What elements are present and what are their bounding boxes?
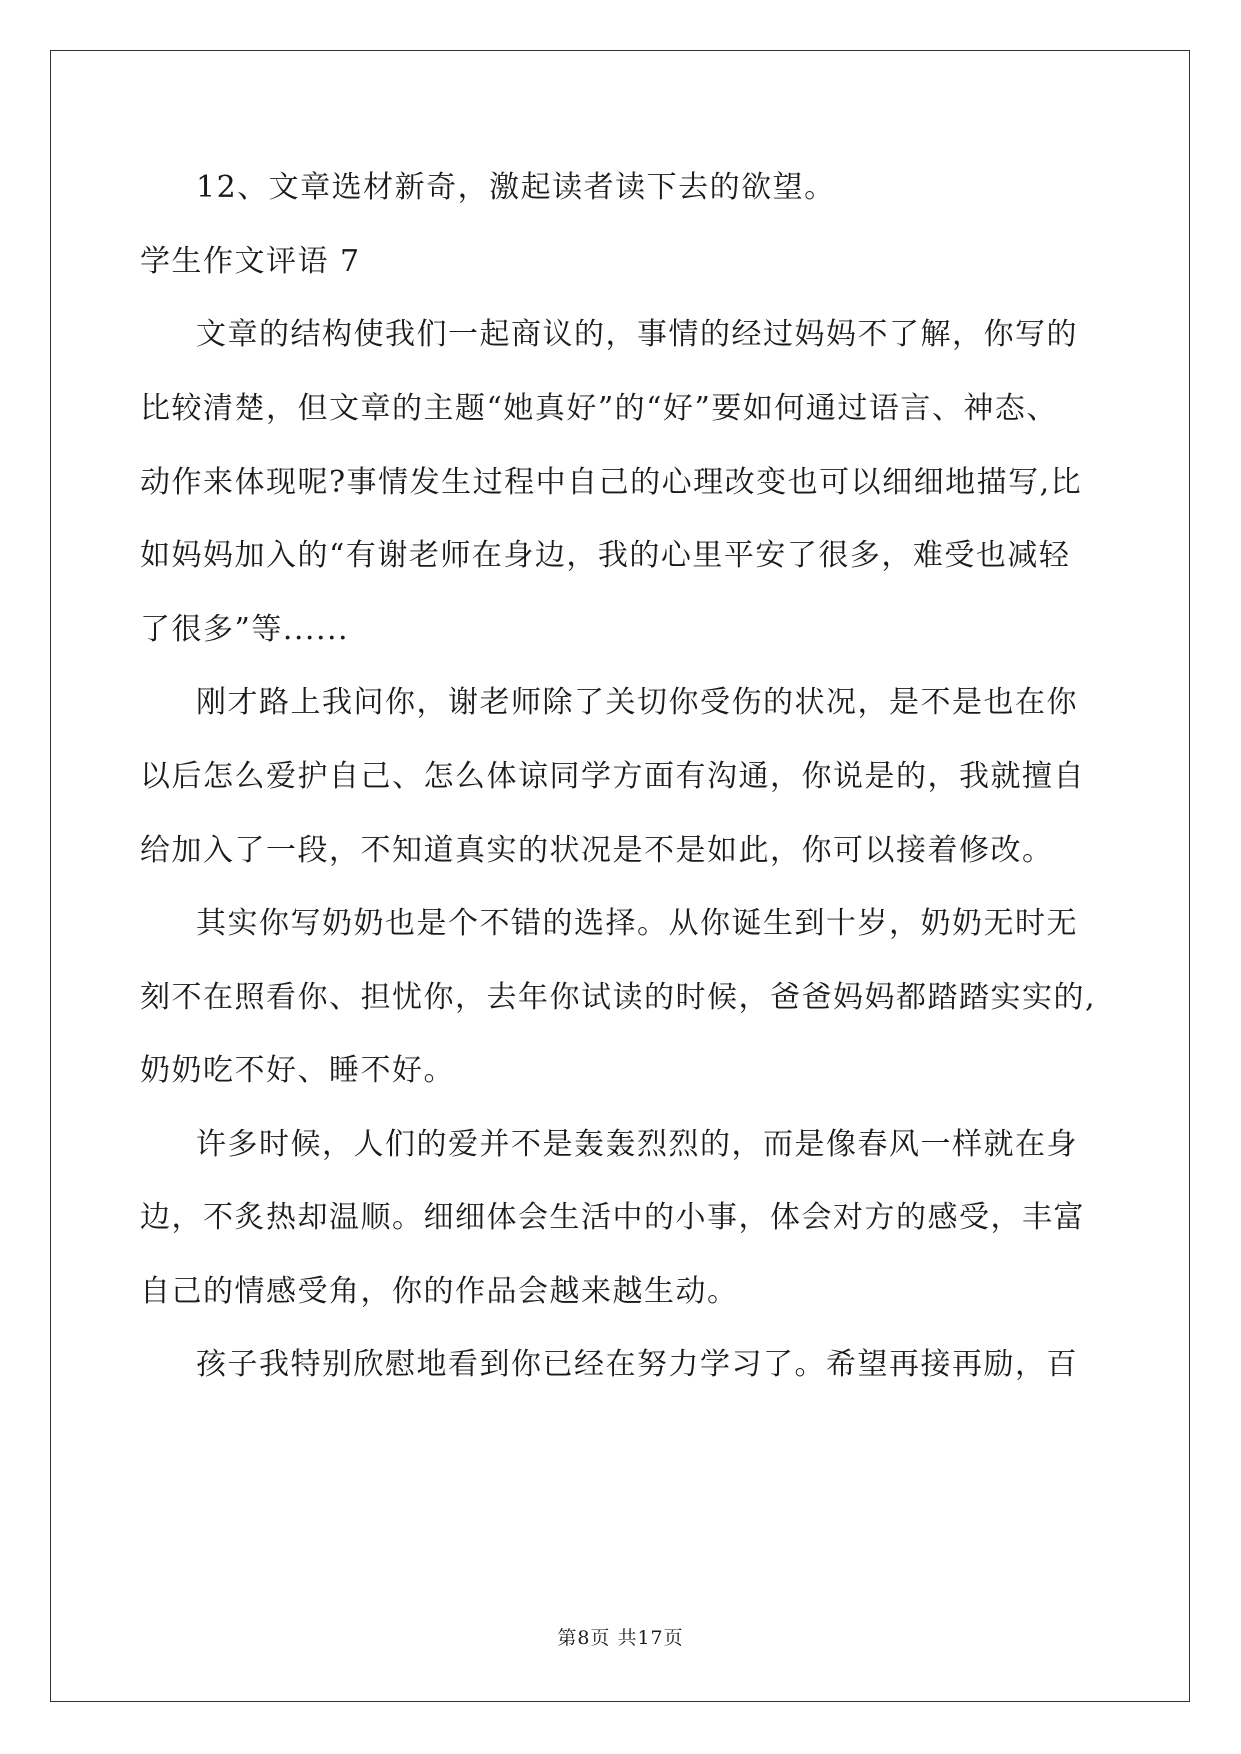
text-line: 如妈妈加入的“有谢老师在身边，我的心里平安了很多，难受也减轻: [140, 538, 1071, 573]
text-line: 以后怎么爱护自己、怎么体谅同学方面有沟通，你说是的，我就擅自: [140, 759, 1085, 794]
text-line: 文章的结构使我们一起商议的，事情的经过妈妈不了解，你写的: [196, 317, 1078, 352]
text-line: 许多时候，人们的爱并不是轰轰烈烈的，而是像春风一样就在身: [196, 1127, 1078, 1162]
page-border: [50, 50, 1190, 1702]
text-line: 自己的情感受角，你的作品会越来越生动。: [140, 1274, 739, 1309]
text-line: 刚才路上我问你，谢老师除了关切你受伤的状况，是不是也在你: [196, 685, 1078, 720]
section-heading: 学生作文评语 7: [140, 244, 361, 279]
text-line: 比较清楚，但文章的主题“她真好”的“好”要如何通过语言、神态、: [140, 391, 1058, 426]
text-line: 了很多”等......: [140, 612, 350, 647]
text-line: 边，不炙热却温顺。细细体会生活中的小事，体会对方的感受，丰富: [140, 1200, 1085, 1235]
text-line: 其实你写奶奶也是个不错的选择。从你诞生到十岁，奶奶无时无: [196, 906, 1078, 941]
text-line: 给加入了一段，不知道真实的状况是不是如此，你可以接着修改。: [140, 833, 1054, 868]
text-line: 奶奶吃不好、睡不好。: [140, 1053, 455, 1088]
text-line: 孩子我特别欣慰地看到你已经在努力学习了。希望再接再励，百: [196, 1347, 1078, 1382]
text-line: 动作来体现呢?事情发生过程中自己的心理改变也可以细细地描写,比: [140, 465, 1083, 500]
text-line: 12、文章选材新奇，激起读者读下去的欲望。: [196, 170, 836, 205]
page-footer: 第8页 共17页: [557, 1627, 684, 1649]
text-line: 刻不在照看你、担忧你，去年你试读的时候，爸爸妈妈都踏踏实实的,: [140, 980, 1097, 1015]
